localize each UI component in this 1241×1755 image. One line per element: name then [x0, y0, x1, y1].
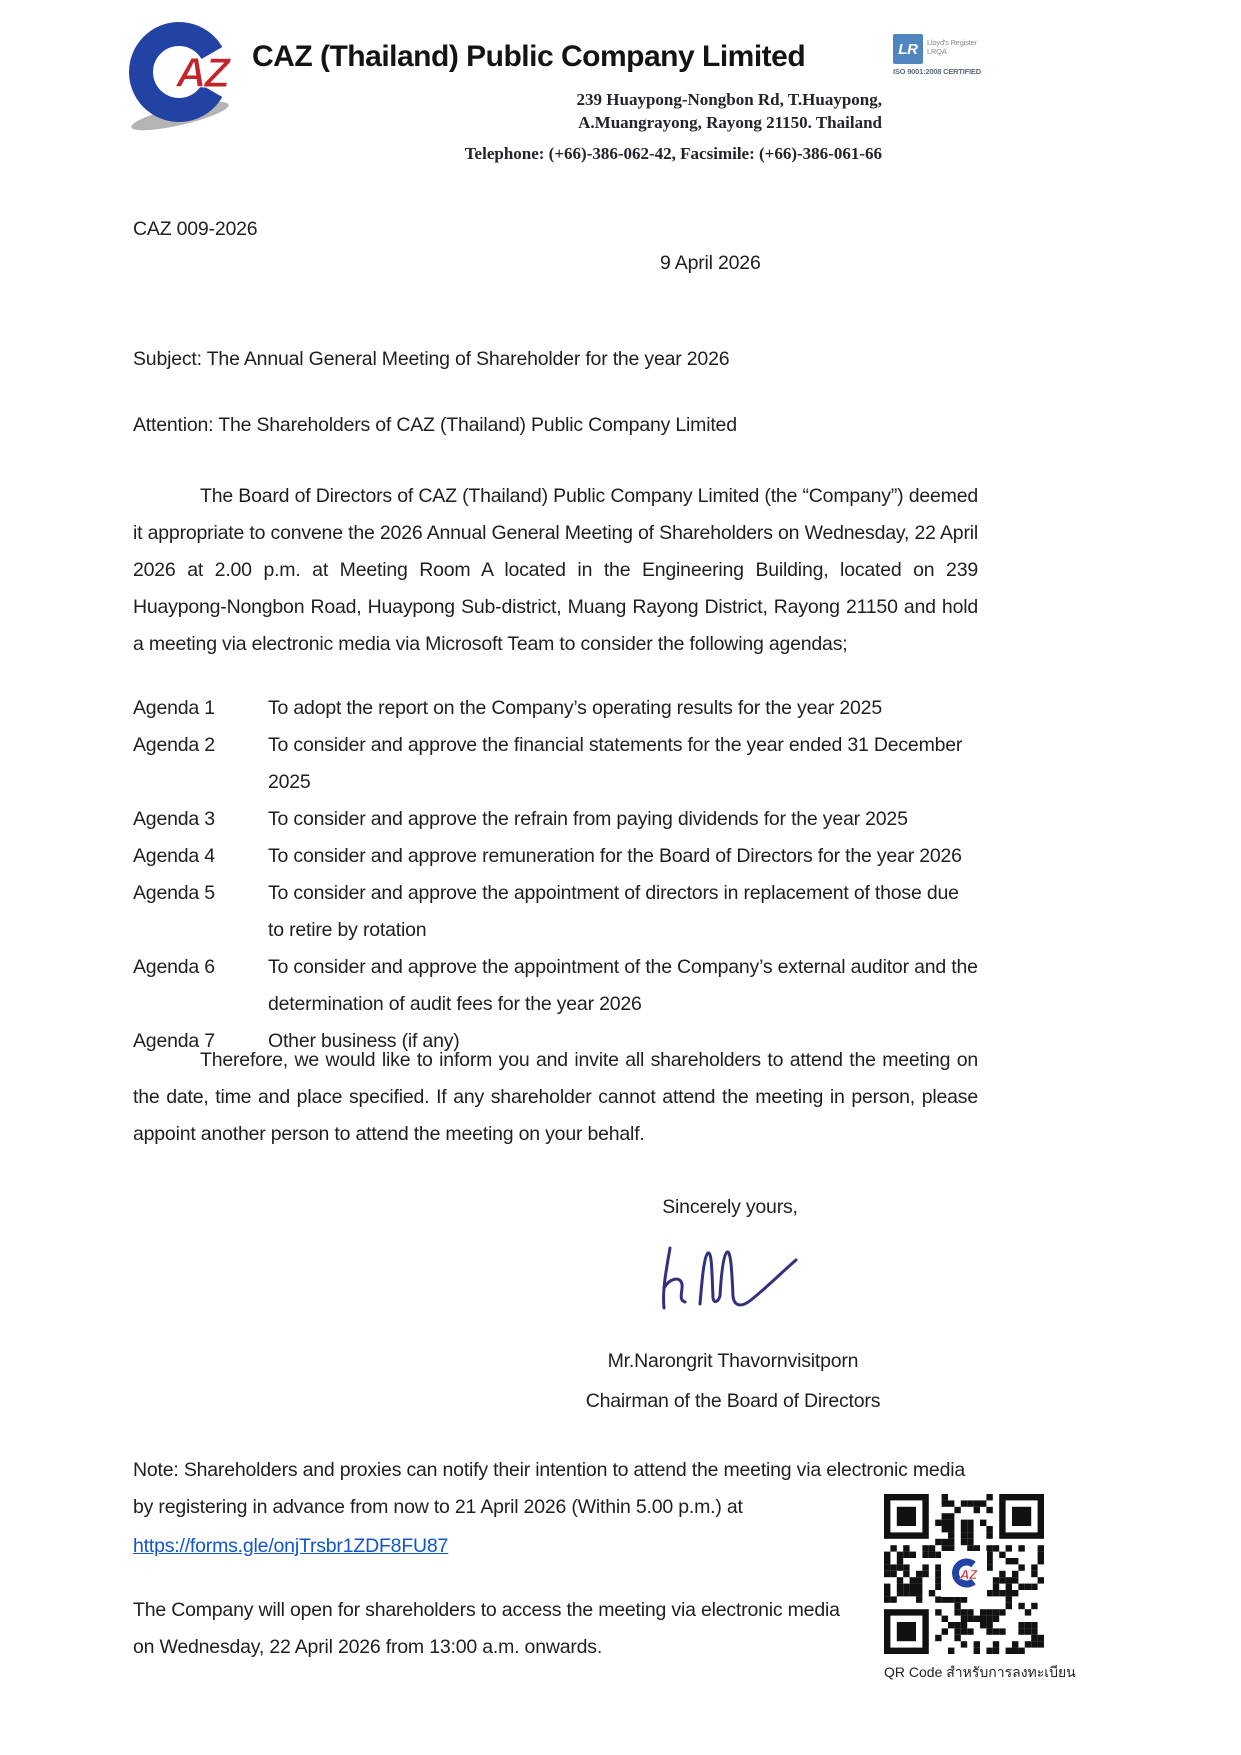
- agenda-row: [133, 690, 978, 727]
- subject-line: Subject: The Annual General Meeting of Shareholder for the year 2026: [133, 348, 730, 370]
- agenda-text: To consider and approve remuneration for the Board of Directors for the year 2026: [268, 845, 962, 867]
- agenda-text: To consider and approve the financial statements for the year ended 31 December 2025: [268, 734, 963, 793]
- agenda-label: Agenda 5: [133, 882, 215, 904]
- reference-number: CAZ 009-2026: [133, 218, 258, 240]
- signoff-text: Sincerely yours,: [662, 1196, 798, 1218]
- agenda-row: [133, 727, 978, 801]
- lr-org-line2: LRQA: [927, 47, 947, 56]
- qr-code: [884, 1494, 1044, 1654]
- letter-date: 9 April 2026: [660, 252, 761, 274]
- agenda-label: Agenda 3: [133, 808, 215, 830]
- contact-line: Telephone: (+66)-386-062-42, Facsimile: (+66)-386-061-66: [464, 144, 882, 163]
- closing-paragraph: Therefore, we would like to inform you and invite all shareholders to attend the meeting on the date, time and place specified. If any shareholder cannot attend the meeting in person, please appoint another person to attend the meeting on your behalf.: [133, 1049, 978, 1145]
- address-line-1: 239 Huaypong-Nongbon Rd, T.Huaypong,: [576, 90, 882, 109]
- agenda-list: [133, 690, 978, 1060]
- svg-text:AZ: AZ: [960, 1567, 977, 1582]
- note-paragraph: Note: Shareholders and proxies can notify their intention to attend the meeting via electronic media by registering in advance from now to 21 April 2026 (Within 5.00 p.m.) at: [133, 1459, 966, 1518]
- attention-line: Attention: The Shareholders of CAZ (Thailand) Public Company Limited: [133, 414, 737, 436]
- agenda-row: [133, 949, 978, 1023]
- qr-center-logo: [941, 1551, 987, 1597]
- lr-certification-badge: [893, 34, 1003, 76]
- agenda-label: Agenda 4: [133, 845, 215, 867]
- agenda-text: To consider and approve the refrain from paying dividends for the year 2025: [268, 808, 908, 830]
- intro-paragraph: The Board of Directors of CAZ (Thailand) Public Company Limited (the “Company”) deemed it appropriate to convene the 2026 Annual General Meeting of Shareholders on Wednesday, 22 April 2026 at 2.00 p.m. at Meeting Room A located in the Engineering Building, located on 239 Huaypong-Nongbon Road, Huaypong Sub-district, Muang Rayong District, Rayong 21150 and hold a meeting via electronic media via Microsoft Team to consider the following agendas;: [133, 485, 978, 655]
- svg-text:AZ: AZ: [176, 49, 228, 96]
- qr-caption: QR Code สำหรับการลงทะเบียน: [884, 1664, 1076, 1680]
- signature: [640, 1226, 820, 1330]
- agenda-row: [133, 838, 978, 875]
- agenda-text: To consider and approve the appointment of the Company’s external auditor and the determination of audit fees for the year 2026: [268, 956, 978, 1015]
- iso-cert-text: ISO 9001:2008 CERTIFIED: [893, 67, 981, 76]
- address-line-2: A.Muangrayong, Rayong 21150. Thailand: [578, 113, 882, 132]
- lr-org-line1: Lloyd's Register: [927, 38, 977, 47]
- agenda-label: Agenda 7: [133, 1030, 215, 1052]
- signer-name: Mr.Narongrit Thavornvisitporn: [607, 1350, 859, 1372]
- agenda-label: Agenda 1: [133, 697, 215, 719]
- agenda-label: Agenda 6: [133, 956, 215, 978]
- agenda-row: [133, 875, 978, 949]
- company-name: CAZ (Thailand) Public Company Limited: [252, 40, 806, 73]
- agenda-label: Agenda 2: [133, 734, 215, 756]
- agenda-text: To consider and approve the appointment of directors in replacement of those due to retire by rotation: [268, 882, 959, 941]
- agenda-text: Other business (if any): [268, 1030, 460, 1052]
- signer-title: Chairman of the Board of Directors: [585, 1390, 881, 1412]
- lr-mark-icon: LR: [893, 34, 923, 64]
- agenda-row: [133, 801, 978, 838]
- caz-logo: [124, 20, 246, 138]
- agenda-text: To adopt the report on the Company’s operating results for the year 2025: [268, 697, 882, 719]
- address-block: [380, 88, 882, 165]
- access-paragraph: The Company will open for shareholders to access the meeting via electronic media on Wednesday, 22 April 2026 from 13:00 a.m. onwards.: [133, 1599, 840, 1658]
- registration-link[interactable]: https://forms.gle/onjTrsbr1ZDF8FU87: [133, 1535, 449, 1557]
